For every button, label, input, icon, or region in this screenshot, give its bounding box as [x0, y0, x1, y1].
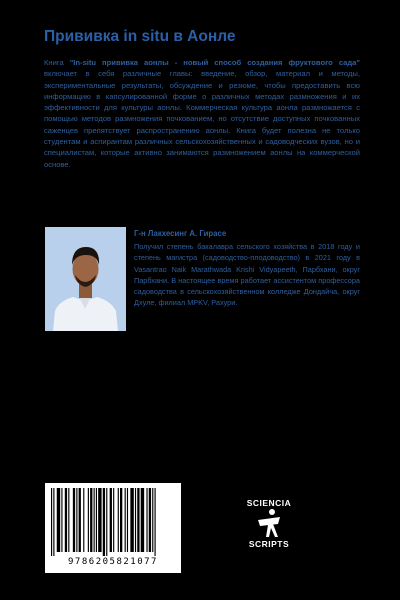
publisher-name-bottom: SCRIPTS	[248, 539, 290, 549]
description-bold-title: "In-situ прививка аонлы - новый способ создания фруктового сада"	[69, 58, 361, 67]
author-name: Г-н Лакхесинг А. Гирасе	[134, 229, 227, 238]
barcode-bars-icon	[51, 488, 175, 556]
author-bio: Получил степень бакалавра сельского хозяйства в 2018 году и степень магистра (садоводство-плодоводство) в 2021 году в Vasantrao Naik Marathwada Krishi Vidyapeeth, Парбхани, округ Парбхани. В настоящее время работает ассистентом профессора садоводства в сельскохозяйственном колледже Дондайча, округ Дхуле, филиал MPKV, Рахури.	[134, 242, 360, 308]
description-prefix: Книга	[44, 58, 70, 67]
isbn-barcode	[45, 483, 181, 573]
isbn-number: 9786205821077	[68, 557, 158, 567]
author-photo	[45, 227, 126, 331]
description-text: включает в себя различные главы: введение, обзор, материал и методы, экспериментальные результаты, обсуждение и резюме, чтобы предоставить всю информацию в капсулированной форме о различных методах размножения и их эффективности для культуры аонлы. Коммерческая культура аонла размножается с помощью методов размножения почкованием, но отсутствие доступных почкованных саженцев препятствует распространению аонлы. Книга будет полезна не только студентам и аспирантам различных сельскохозяйственных и садоводческих вузов, но и специалистам, которые активно занимаются размножением аонлы на коммерческой основе.	[44, 69, 360, 169]
reader-figure-icon	[256, 508, 282, 538]
author-portrait-icon	[45, 227, 126, 331]
publisher-logo	[236, 498, 302, 550]
book-title: Прививка in situ в Аонле	[44, 28, 236, 45]
book-description	[44, 57, 360, 170]
publisher-name-top: SCIENCIA	[246, 498, 292, 508]
